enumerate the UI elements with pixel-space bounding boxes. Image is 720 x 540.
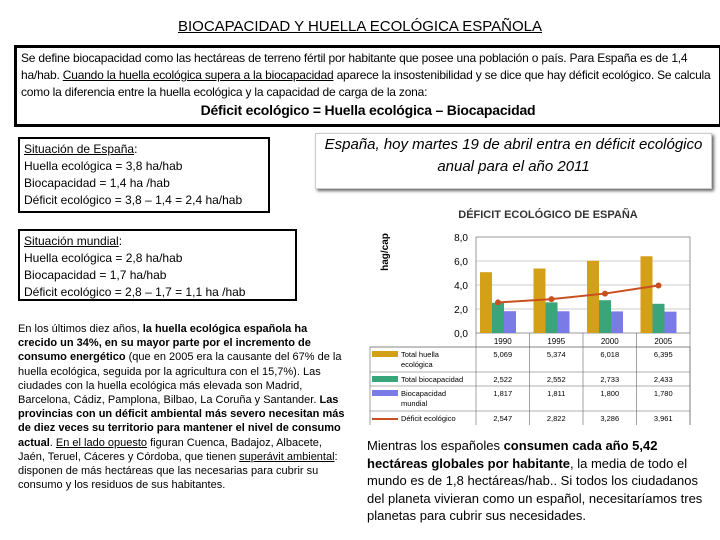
- legend-label: Déficit ecológico: [401, 414, 456, 423]
- deficit-point: [549, 296, 555, 302]
- text: Mientras los españoles: [367, 438, 504, 453]
- bar-biocapacidad-mundial: [504, 311, 516, 333]
- spain-line-2: Biocapacidad = 1,4 ha /hab: [24, 176, 170, 190]
- text: (que en 2005 era la causante del 67% de la huella ecológica, seguida por la agricultura con el 15,7%). Las ciudades con la huella ecológica más elevada son Madrid, Barcelona, Cádiz, Pamplona, Bilbao, La Coruña y Santander.: [18, 351, 342, 407]
- legend-swatch: [372, 376, 398, 382]
- data-label: 2,552: [546, 375, 566, 384]
- y-tick-label: 6,0: [454, 257, 468, 268]
- y-tick-label: 4,0: [454, 281, 468, 292]
- world-line-3: Déficit ecológico = 2,8 – 1,7 = 1,1 ha /hab: [24, 285, 246, 299]
- data-label: 3,286: [600, 414, 620, 423]
- deficit-point: [656, 282, 662, 288]
- x-tick-label: 1990: [493, 337, 512, 346]
- deficit-point: [495, 299, 501, 305]
- spain-heading: Situación de España: [24, 142, 135, 156]
- text: : disponen de más hectáreas que las necesarias para cubrir su consumo y los residuos de sus habitantes.: [18, 450, 338, 492]
- y-tick-label: 0,0: [454, 329, 468, 340]
- intro-underlined: Cuando la huella ecológica supera a la biocapacidad: [62, 68, 334, 82]
- formula: Déficit ecológico = Huella ecológica – Biocapacidad: [200, 102, 536, 118]
- data-label: 1,780: [653, 389, 673, 398]
- data-label: 2,822: [546, 414, 566, 423]
- underlined-text: superávit ambiental: [239, 450, 335, 463]
- data-label: 2,547: [493, 414, 513, 423]
- data-label: 6,018: [600, 350, 620, 359]
- world-line-1: Huella ecológica = 2,8 ha/hab: [24, 251, 183, 265]
- bar-total-biocapacidad: [653, 304, 665, 333]
- today-callout: España, hoy martes 19 de abril entra en déficit ecológico anual para el año 2011: [315, 133, 712, 189]
- text: , la media de todo el mundo es de 1,8 hectáreas/hab.. Si todos los ciudadanos del planeta vivieran como un español, necesitaríamos tres planetas para cubrir sus necesidades.: [367, 455, 703, 523]
- world-heading: Situación mundial: [24, 234, 119, 248]
- bar-biocapacidad-mundial: [665, 312, 677, 333]
- spain-line-3: Déficit ecológico = 3,8 – 1,4 = 2,4 ha/hab: [24, 193, 243, 207]
- legend-label: Total biocapacidad: [401, 375, 464, 384]
- bar-total-biocapacidad: [599, 300, 611, 333]
- data-label: 2,433: [653, 375, 673, 384]
- text: .: [49, 436, 56, 449]
- chart-title: DÉFICIT ECOLÓGICO DE ESPAÑA: [458, 209, 638, 221]
- data-label: 1,811: [547, 389, 566, 398]
- y-axis-label: hag/cap: [380, 233, 391, 271]
- text: figuran Cuenca, Badajoz, Albacete, Jaén, Teruel, Cáceres y Córdoba, que tienen: [18, 436, 322, 463]
- bar-total-huella-ecológica: [480, 272, 492, 333]
- data-label: 2,733: [600, 375, 620, 384]
- legend-label: Biocapacidad: [401, 389, 447, 398]
- deficit-point: [602, 291, 608, 297]
- data-label: 1,800: [600, 389, 620, 398]
- data-label: 3,961: [653, 414, 673, 423]
- data-label: 1,817: [493, 389, 513, 398]
- legend-swatch: [372, 351, 398, 357]
- intro-text-2: aparece la insostenibilidad y se dice que hay déficit ecológico. Se calcula como la diferencia entre la huella ecológica y la capacidad de carga de la zona:: [21, 68, 711, 99]
- y-tick-label: 8,0: [454, 233, 468, 244]
- definition-box: [14, 45, 720, 127]
- bar-total-huella-ecológica: [587, 261, 599, 333]
- page-title: BIOCAPACIDAD Y HUELLA ECOLÓGICA ESPAÑOLA: [177, 18, 543, 35]
- bar-total-biocapacidad: [546, 302, 558, 333]
- legend-label: ecológica: [401, 360, 433, 369]
- footprint-paragraph: [18, 322, 348, 492]
- y-tick-label: 2,0: [454, 305, 468, 316]
- legend-swatch: [372, 390, 398, 396]
- data-label: 6,395: [653, 350, 673, 359]
- x-tick-label: 2005: [654, 337, 673, 346]
- bar-biocapacidad-mundial: [611, 311, 623, 333]
- bar-total-biocapacidad: [492, 303, 504, 333]
- bar-total-huella-ecológica: [641, 256, 653, 333]
- deficit-chart: [368, 200, 718, 425]
- bold-text: la huella ecológica española ha crecido un 34%, en su mayor parte por el incremento de consumo energético: [18, 323, 311, 364]
- x-tick-label: 2000: [600, 337, 619, 346]
- bold-text: consumen cada año 5,42 hectáreas globales por habitante: [367, 438, 658, 471]
- data-label: 5,374: [546, 350, 566, 359]
- intro-text: Se define biocapacidad como las hectáreas de terreno fértil por habitante que posee una población o país. Para España es de 1,4 ha/hab.: [21, 51, 688, 82]
- world-situation-box: [18, 229, 297, 301]
- legend-label: Total huella: [401, 350, 439, 359]
- text: En los últimos diez años,: [18, 323, 143, 335]
- world-line-2: Biocapacidad = 1,7 ha/hab: [24, 268, 167, 282]
- spain-line-1: Huella ecológica = 3,8 ha/hab: [24, 159, 183, 173]
- data-label: 2,522: [493, 375, 513, 384]
- x-tick-label: 1995: [547, 337, 566, 346]
- colon: :: [118, 234, 123, 248]
- consumption-paragraph: [367, 437, 717, 525]
- bold-text: Las provincias con un déficit ambiental más severo necesitan más de diez veces su territorio para mantener el nivel de consumo actual: [18, 394, 345, 449]
- bar-biocapacidad-mundial: [558, 311, 570, 333]
- data-label: 5,069: [493, 350, 513, 359]
- spain-situation-box: [18, 137, 270, 213]
- colon: :: [134, 142, 138, 156]
- legend-label: mundial: [401, 399, 428, 408]
- underlined-text: En el lado opuesto: [55, 436, 148, 449]
